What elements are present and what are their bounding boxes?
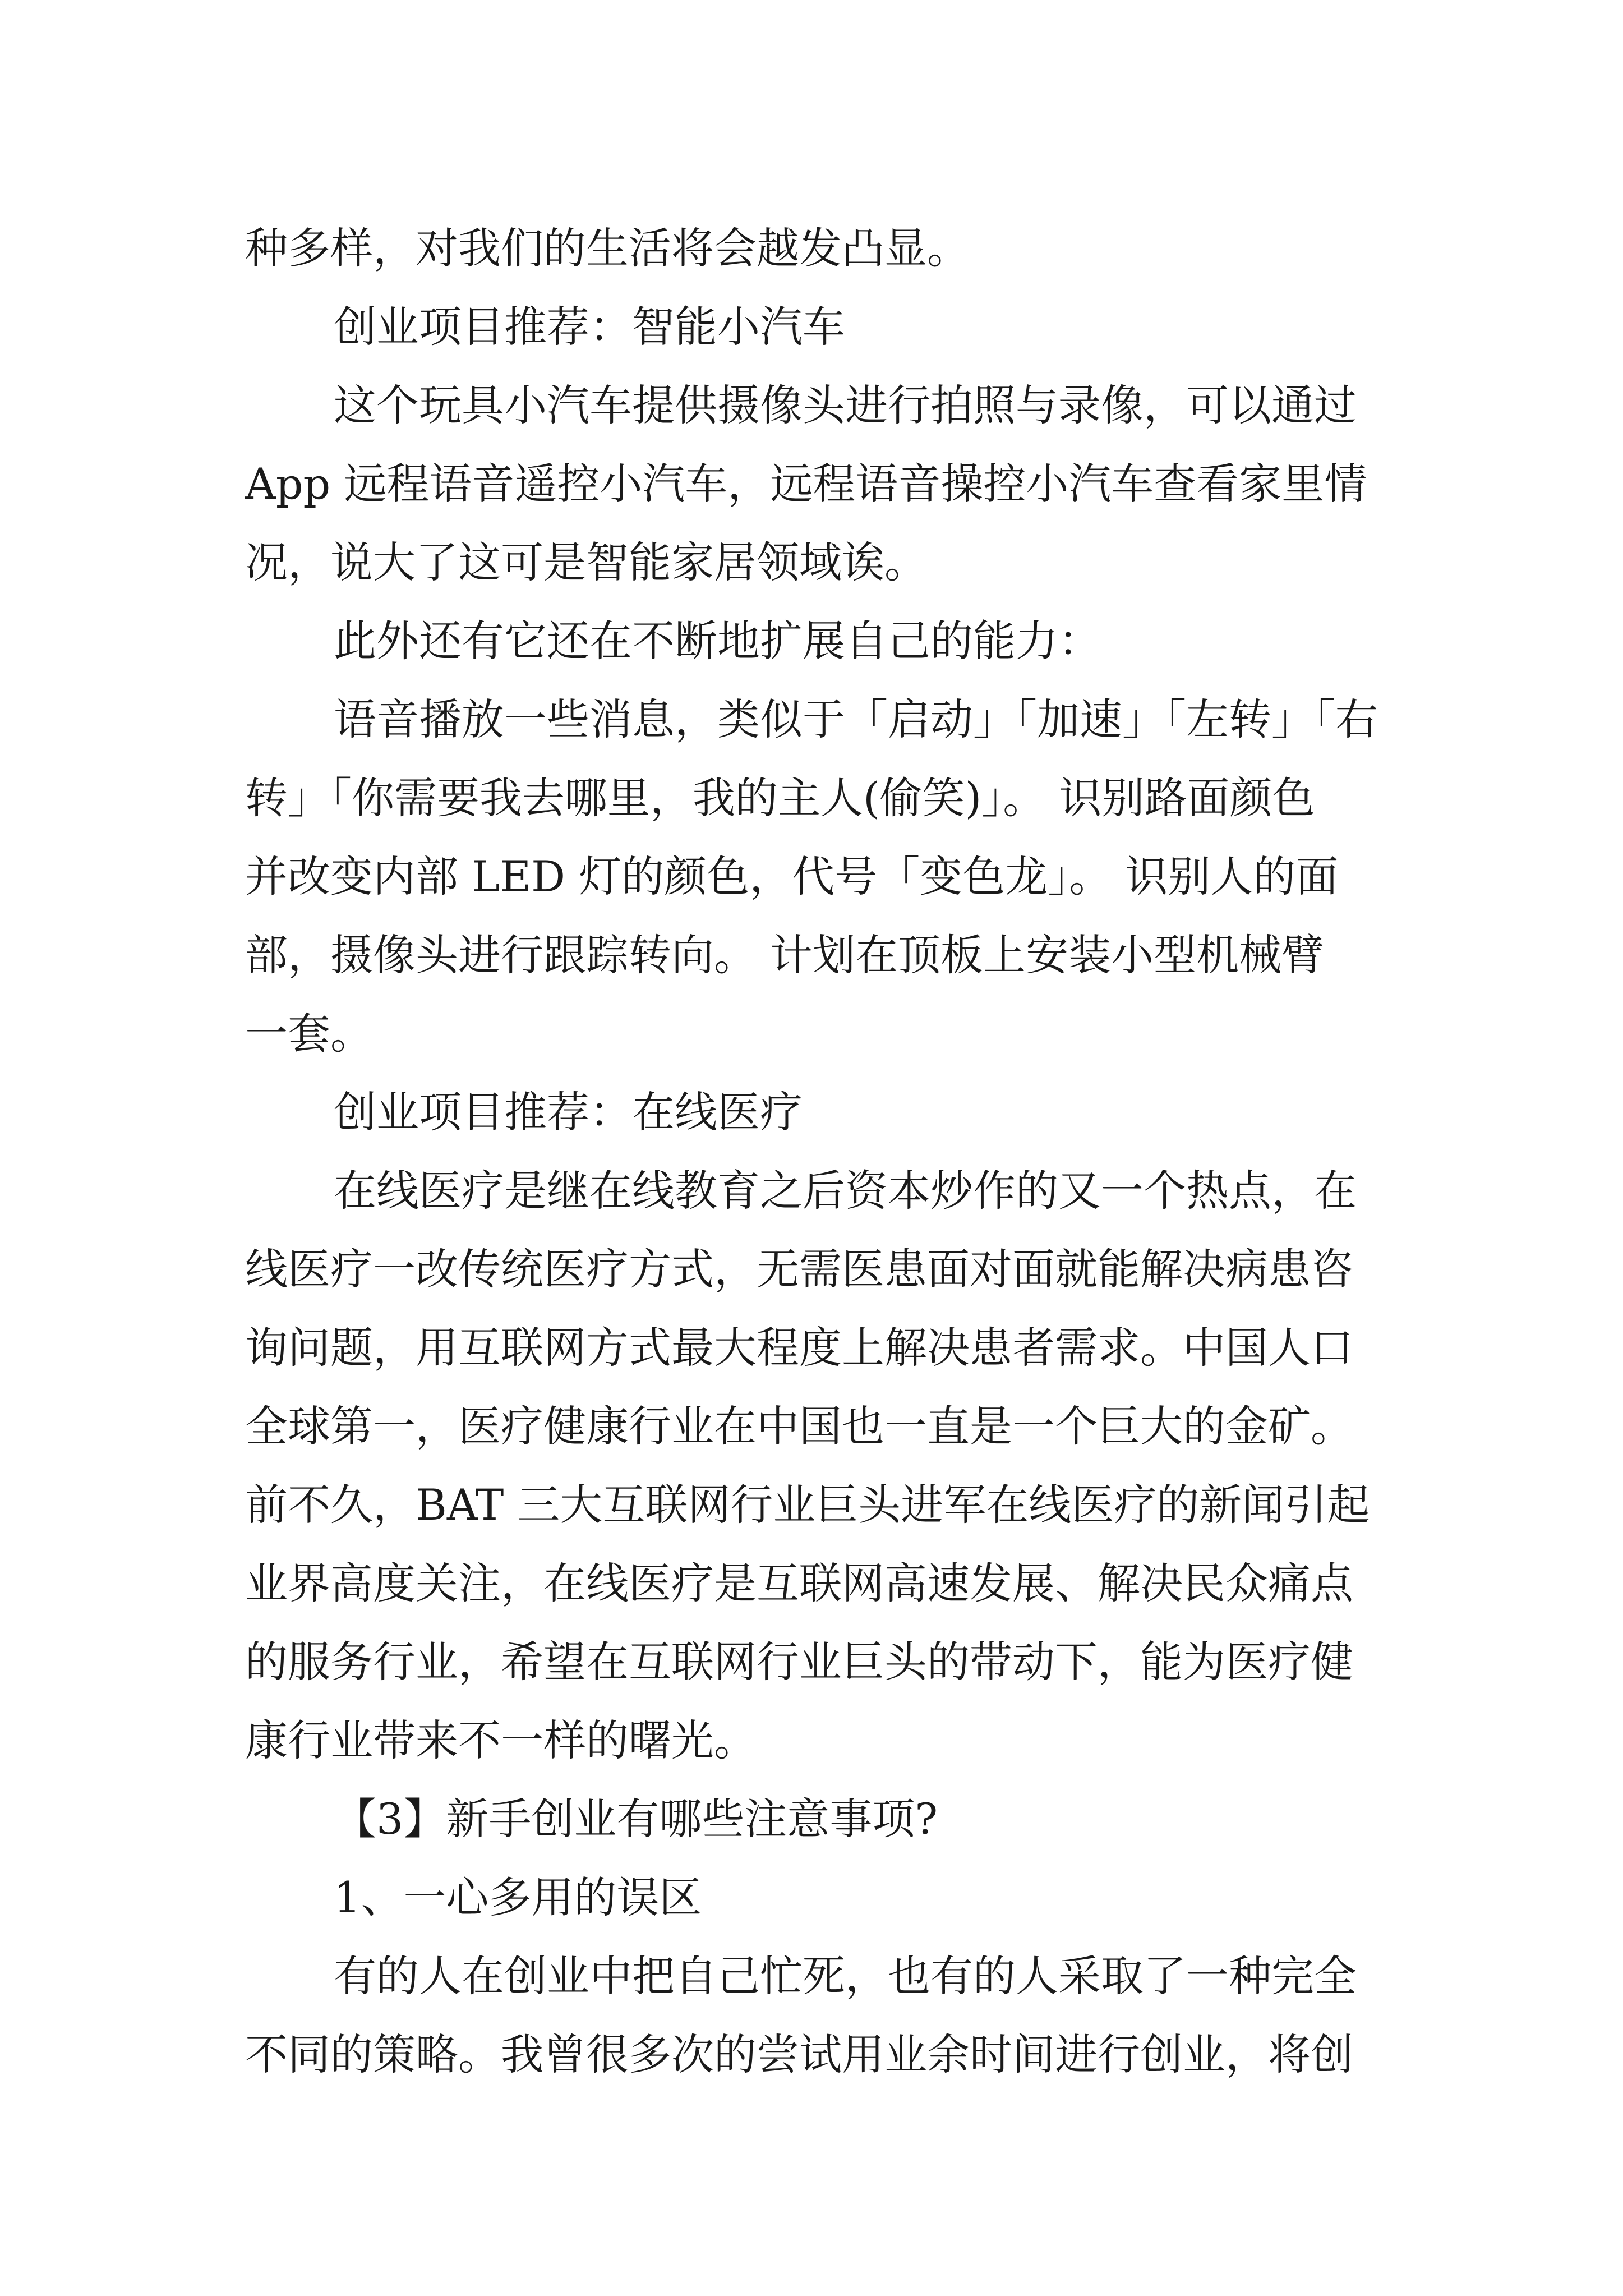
text-line-13: 在线医疗是继在线教育之后资本炒作的又一个热点，在 [334, 1166, 1357, 1216]
text-line-18: 业界高度关注，在线医疗是互联网高速发展、解决民众痛点 [245, 1558, 1353, 1608]
text-line-20: 康行业带来不一样的曙光。 [245, 1715, 757, 1765]
text-line-3: 这个玩具小汽车提供摄像头进行拍照与录像，可以通过 [334, 380, 1357, 430]
text-line-17: 前不久，BAT 三大互联网行业巨头进军在线医疗的新闻引起 [245, 1480, 1370, 1530]
text-line-19: 的服务行业，希望在互联网行业巨头的带动下，能为医疗健 [245, 1637, 1353, 1687]
text-line-23: 有的人在创业中把自己忙死，也有的人采取了一种完全 [334, 1951, 1357, 2001]
text-line-9: 并改变内部 LED 灯的颜色，代号「变色龙」。 识别人的面 [245, 852, 1339, 901]
text-line-14: 线医疗一改传统医疗方式，无需医患面对面就能解决病患咨 [245, 1244, 1353, 1294]
section-heading-online-medical: 创业项目推荐：在线医疗 [334, 1087, 803, 1137]
text-line-11: 一套。 [245, 1009, 373, 1059]
list-heading-1: 1、一心多用的误区 [334, 1872, 702, 1922]
text-line-16: 全球第一，医疗健康行业在中国也一直是一个巨大的金矿。 [245, 1401, 1353, 1451]
text-line-10: 部，摄像头进行跟踪转向。 计划在顶板上安装小型机械臂 [245, 930, 1325, 980]
text-line-7: 语音播放一些消息，类似于「启动」「加速」「左转」「右 [334, 694, 1378, 744]
text-line-6: 此外还有它还在不断地扩展自己的能力： [334, 616, 1101, 666]
text-line-8: 转」「你需要我去哪里，我的主人(偷笑)」。 识别路面颜色 [245, 773, 1315, 823]
text-line-4: App 远程语音遥控小汽车，远程语音操控小汽车查看家里情 [245, 459, 1367, 509]
text-line-15: 询问题，用互联网方式最大程度上解决患者需求。中国人口 [245, 1323, 1353, 1373]
text-line-24: 不同的策略。我曾很多次的尝试用业余时间进行创业，将创 [245, 2030, 1353, 2079]
text-line-5: 况，说大了这可是智能家居领域诶。 [245, 537, 927, 587]
section-heading-smart-car: 创业项目推荐：智能小汽车 [334, 302, 845, 352]
section-heading-tips: 【3】新手创业有哪些注意事项? [334, 1794, 938, 1844]
text-line-1: 种多样，对我们的生活将会越发凸显。 [245, 223, 970, 273]
